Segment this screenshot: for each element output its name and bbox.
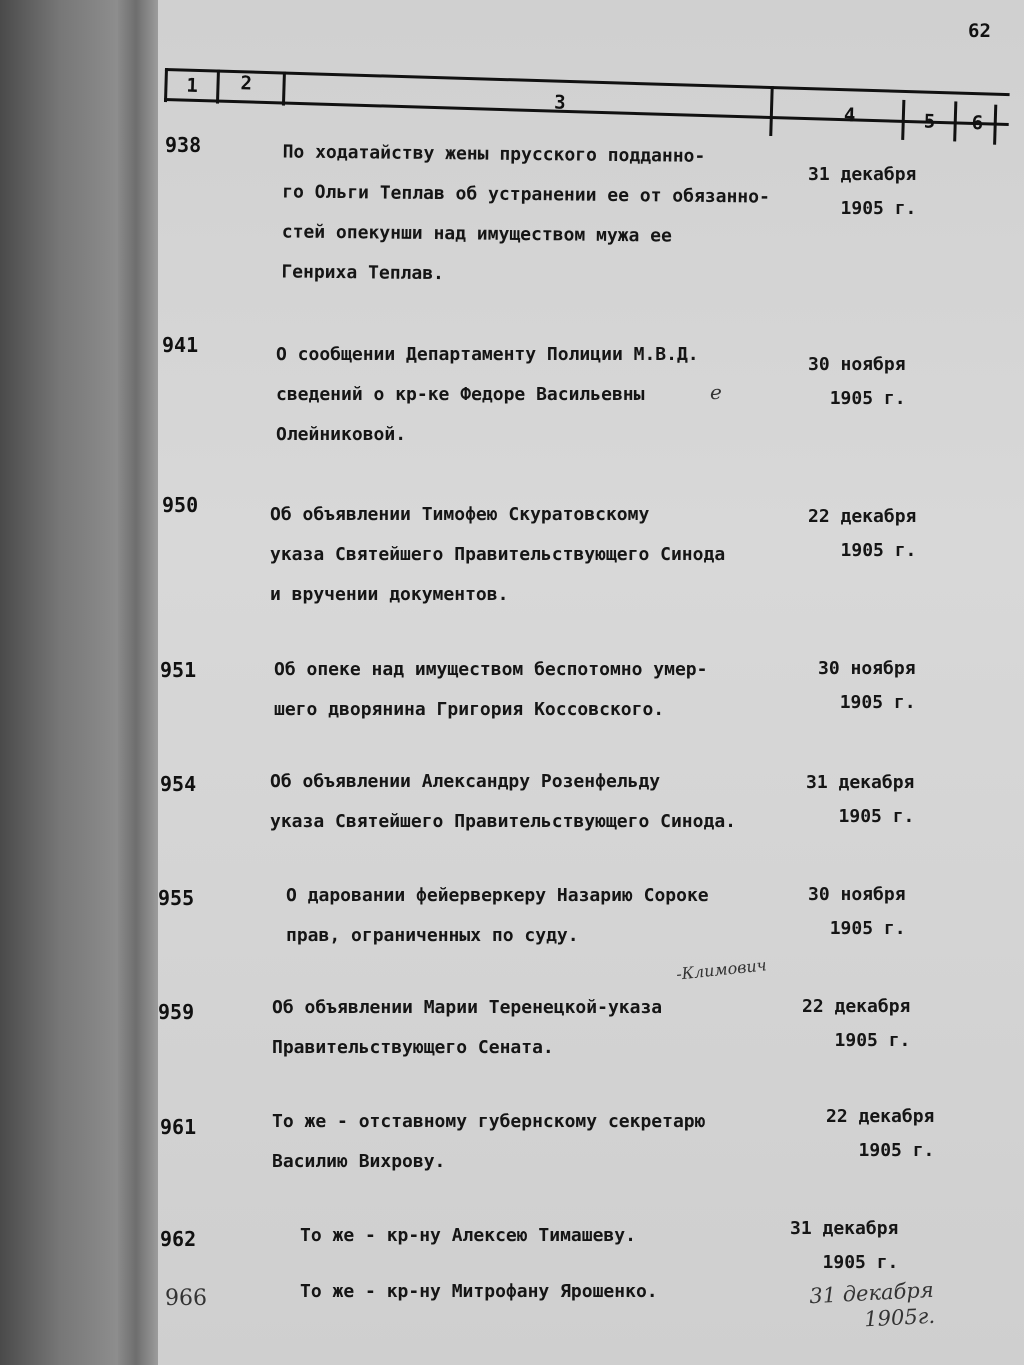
entry-number: 951 [160, 658, 197, 682]
handwritten-entry-number: 966 [165, 1286, 207, 1311]
entry-description: О даровании фейерверкеру Назарию Сороке прав, ограниченных по суду. [286, 885, 709, 946]
entry-number: 950 [162, 493, 199, 517]
entry-number: 959 [158, 1000, 195, 1024]
entry-description: Об объявлении Александру Розенфельду указа Святейшего Правительствующего Синода. [270, 771, 736, 832]
entry-description: О сообщении Департаменту Полиции М.В.Д. сведений о кр-ке Федоре Васильевны Олейниковой. [276, 344, 699, 445]
handwritten-correction: -Климович [675, 955, 768, 984]
entry-number: 941 [162, 333, 199, 357]
entry-description: Об объявлении Тимофею Скуратовскому указа Святейшего Правительствующего Синода и вручении документов. [270, 504, 726, 605]
entry-date: 31 декабря 1905 г. [808, 164, 917, 219]
header-divider [901, 100, 905, 140]
entry-date: 22 декабря 1905 г. [808, 506, 917, 561]
header-mid-rule [164, 98, 1009, 126]
header-divider [993, 105, 997, 145]
header-col-5: 5 [923, 110, 936, 133]
entry-number: 961 [160, 1115, 197, 1139]
entry-description: То же - отставному губернскому секретарю Василию Вихрову. [272, 1111, 706, 1172]
entry-description: Об объявлении Марии Теренецкой-указа Правительствующего Сената. [272, 997, 663, 1058]
header-divider [164, 68, 168, 102]
header-col-3: 3 [553, 91, 566, 114]
entry-number: 954 [160, 772, 197, 796]
header-divider [953, 101, 957, 141]
header-divider [216, 70, 220, 104]
book-gutter [118, 0, 158, 1365]
entry-date: 30 ноября 1905 г. [818, 658, 916, 713]
entry-date: 30 ноября 1905 г. [808, 884, 906, 939]
entry-description: Об опеке над имуществом беспотомно умер- шего дворянина Григория Коссовского. [274, 659, 708, 720]
header-divider [282, 72, 286, 106]
entry-date: 22 декабря 1905 г. [802, 996, 911, 1051]
entry-description: По ходатайству жены прусского подданно- го Ольги Теплав об устранении ее от обязанно- стей опекунши над имуществом мужа ее Генриха Теплав. [281, 141, 770, 285]
header-col-4: 4 [843, 104, 856, 127]
entry-number: 962 [160, 1227, 197, 1251]
entry-date: 31 декабря 1905 г. [790, 1218, 899, 1273]
header-divider [769, 86, 773, 136]
handwritten-date: 31 декабря 1905г. [808, 1277, 936, 1332]
page-number: 62 [968, 20, 991, 42]
header-col-1: 1 [186, 74, 199, 97]
entry-number: 955 [158, 886, 195, 910]
entry-date: 30 ноября 1905 г. [808, 354, 906, 409]
entry-description: То же - кр-ну Алексею Тимашеву. [300, 1225, 636, 1246]
handwritten-correction: е [710, 380, 722, 404]
header-col-2: 2 [240, 72, 253, 95]
entry-date: 31 декабря 1905 г. [806, 772, 915, 827]
entry-date: 22 декабря 1905 г. [826, 1106, 935, 1161]
entry-description: То же - кр-ну Митрофану Ярошенко. [300, 1281, 658, 1302]
entry-number: 938 [165, 133, 202, 157]
header-col-6: 6 [971, 111, 984, 135]
